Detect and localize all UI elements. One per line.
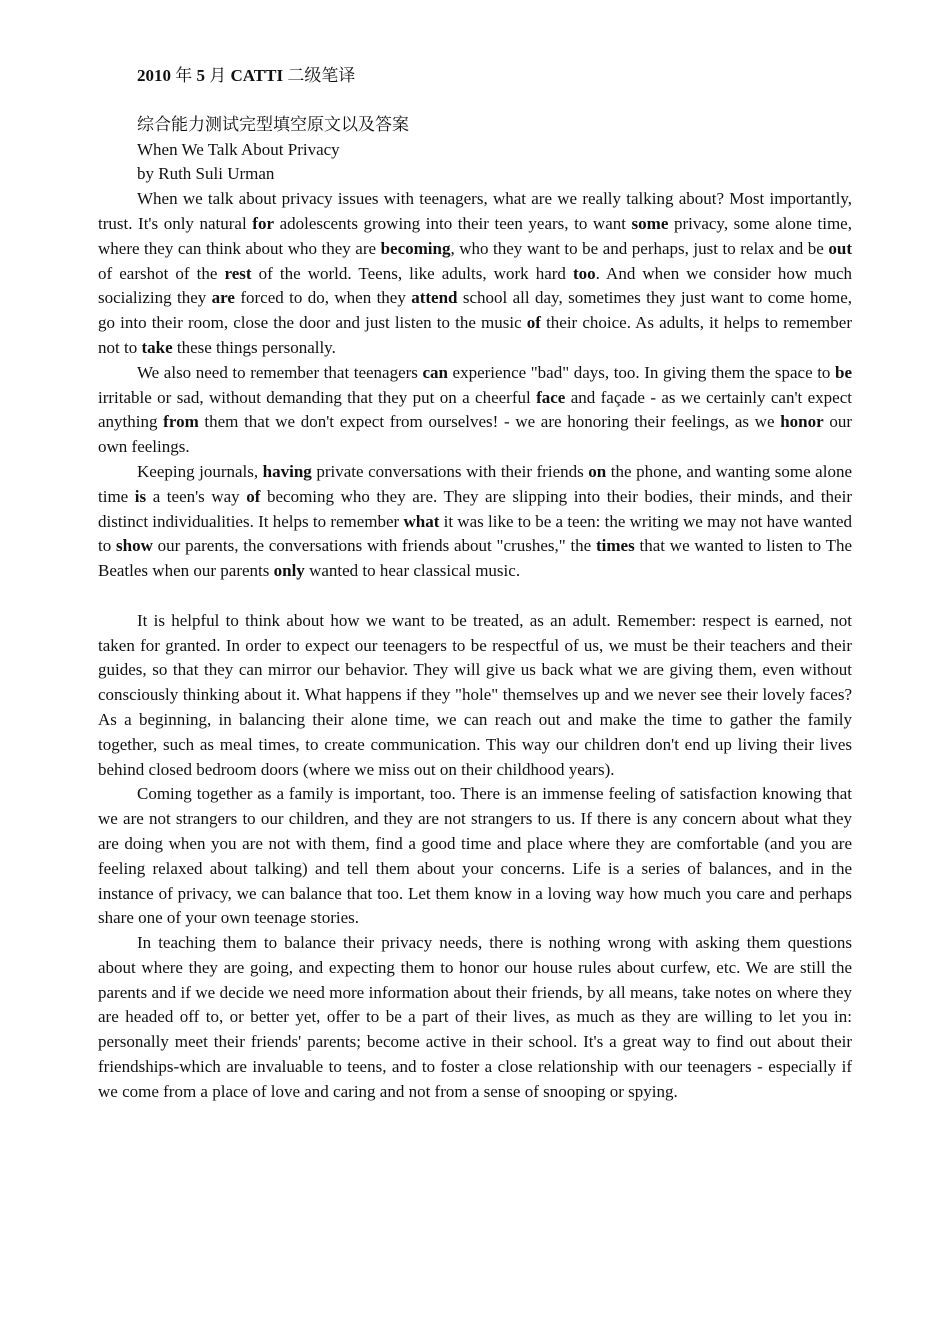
paragraph-answer-word: times	[596, 536, 635, 556]
paragraph-text: Coming together as a family is important, too. There is an immense feeling of satisfaction knowing that we are not strangers to our children, and they are not strangers to us. If there is any concern about what they are doing when you are not with them, find a good time and place where they are comfortable (and you are feeling relaxed about talking) and tell them about your concerns. Life is a series of balances, and in the instance of privacy, we can balance that too. Let them know in a loving way how much you care and perhaps share one of your own teenage stories.	[98, 784, 852, 928]
paragraph-text: wanted to hear classical music.	[304, 561, 521, 581]
paragraph-answer-word: attend	[411, 288, 458, 308]
document-page	[98, 64, 852, 1105]
paragraph-answer-word: from	[163, 412, 199, 432]
paragraph-text: In teaching them to balance their privacy needs, there is nothing wrong with asking them questions about where they are going, and expecting them to honor our house rules about curfew, etc. We are still the parents and if we decide we need more information about their friends, by all means, take notes on where they are headed off to, or better yet, offer to be a part of their lives, as much as they are willing to let you in: personally meet their friends' parents; become active in their school. It's a great way to find out about their friendships-which are invaluable to teens, and to foster a close relationship with our teenagers - especially if we come from a place of love and caring and not from a sense of snooping or spying.	[98, 933, 852, 1101]
paragraph-text: our own feelings.	[98, 412, 852, 457]
paragraph-answer-word: are	[211, 288, 235, 308]
paragraph-answer-word: take	[141, 337, 173, 357]
paragraph-answer-word: be	[835, 362, 852, 382]
paragraph-text: our parents, the conversations with friends about "crushes," the	[152, 536, 597, 556]
paragraph-answer-word: some	[631, 213, 669, 233]
heading-text: 月	[205, 66, 231, 85]
paragraph-answer-word: rest	[224, 263, 252, 283]
paragraph-text: . And when we consider how much socializing they	[98, 263, 853, 308]
subtitle-cn: 综合能力测试完型填空原文以及答案	[137, 114, 409, 134]
paragraph-text: school all day, sometimes they just want to come home, go into their room, close the door and just listen to the music	[98, 288, 852, 333]
heading-text: 二级笔译	[283, 66, 356, 85]
paragraph-answer-word: can	[422, 362, 448, 382]
paragraph	[98, 931, 852, 1105]
paragraph-text: the phone, and wanting some alone time	[98, 461, 852, 506]
paragraph-text: their choice. As adults, it helps to remember not to	[98, 313, 852, 357]
byline: by Ruth Suli Urman	[137, 164, 275, 184]
spacer	[98, 89, 852, 113]
article-title: When We Talk About Privacy	[137, 139, 340, 159]
paragraph-text: becoming who they are. They are slipping into their bodies, their minds, and their distinct individualities. It helps to remember	[98, 486, 852, 531]
paragraph-text: these things personally.	[172, 337, 336, 357]
paragraph-answer-word: is	[134, 486, 147, 506]
paragraph-text: When we talk about privacy issues with teenagers, what are we really talking about? Most importantly, trust. It's only natural	[98, 189, 852, 233]
article-body	[98, 187, 852, 1104]
paragraph	[98, 361, 852, 460]
paragraph	[98, 609, 852, 783]
paragraph-answer-word: for	[252, 213, 274, 233]
paragraph-text: privacy, some alone time, where they can think about who they are	[98, 213, 852, 258]
heading-text: 年	[171, 66, 197, 85]
paragraph-text: a teen's way	[146, 486, 247, 506]
paragraph-answer-word: of	[526, 313, 541, 333]
paragraph-text: private conversations with their friends	[311, 461, 589, 481]
paragraph-text: that we wanted to listen to The Beatles when our parents	[98, 536, 853, 581]
paragraph-answer-word: becoming	[380, 238, 451, 258]
paragraph	[98, 187, 852, 361]
paragraph-answer-word: on	[588, 461, 607, 481]
paragraph-text: forced to do, when they	[234, 288, 412, 308]
paragraph-answer-word: show	[116, 536, 153, 556]
paragraph-text: It is helpful to think about how we want to be treated, as an adult. Remember: respect is earned, not taken for granted. In order to expect our teenagers to be respectful of us, we must be their teachers and their guides, so that they can mirror our behavior. They will give us back what we are giving them, even without consciously thinking about it. What happens if they "hole" themselves up and we never see their lovely faces? As a beginning, in balancing their alone time, we can reach out and make the time to gather the family together, such as meal times, to create communication. This way our children don't end up living their lives behind closed bedroom doors (where we miss out on their childhood years).	[98, 610, 852, 779]
paragraph-text: of earshot of the	[98, 263, 225, 283]
paragraph-text: , who they want to be and perhaps, just to relax and be	[450, 238, 829, 258]
paragraph-text: Keeping journals,	[137, 461, 263, 481]
paragraph-answer-word: of	[246, 486, 261, 506]
paragraph-text: and façade - as we certainly can't expect anything	[98, 387, 852, 432]
paragraph-text: them that we don't expect from ourselves! - we are honoring their feelings, as we	[198, 412, 781, 432]
paragraph	[98, 782, 852, 931]
paragraph-text: adolescents growing into their teen years, to want	[274, 213, 632, 233]
paragraph-answer-word: too	[572, 263, 596, 283]
paragraph-answer-word: having	[262, 461, 312, 481]
paragraph-text: experience "bad" days, too. In giving them the space to	[447, 362, 835, 382]
paragraph-answer-word: honor	[780, 412, 824, 432]
paragraph-answer-word: out	[828, 238, 852, 258]
paragraph-text: it was like to be a teen: the writing we may not have wanted to	[98, 511, 853, 556]
paragraph-text: of the world. Teens, like adults, work hard	[251, 263, 573, 283]
paragraph-answer-word: only	[273, 561, 305, 581]
paragraph-text: irritable or sad, without demanding that they put on a cheerful	[98, 387, 537, 407]
paragraph	[98, 460, 852, 584]
heading-answer-word: CATTI	[230, 66, 284, 85]
paragraph-answer-word: face	[536, 387, 566, 407]
paragraph-text: We also need to remember that teenagers	[137, 362, 423, 382]
document-heading	[137, 64, 852, 89]
heading-answer-word: 5	[196, 66, 205, 85]
paragraph-gap	[98, 584, 852, 609]
heading-answer-word: 2010	[137, 66, 171, 85]
paragraph-answer-word: what	[403, 511, 440, 531]
